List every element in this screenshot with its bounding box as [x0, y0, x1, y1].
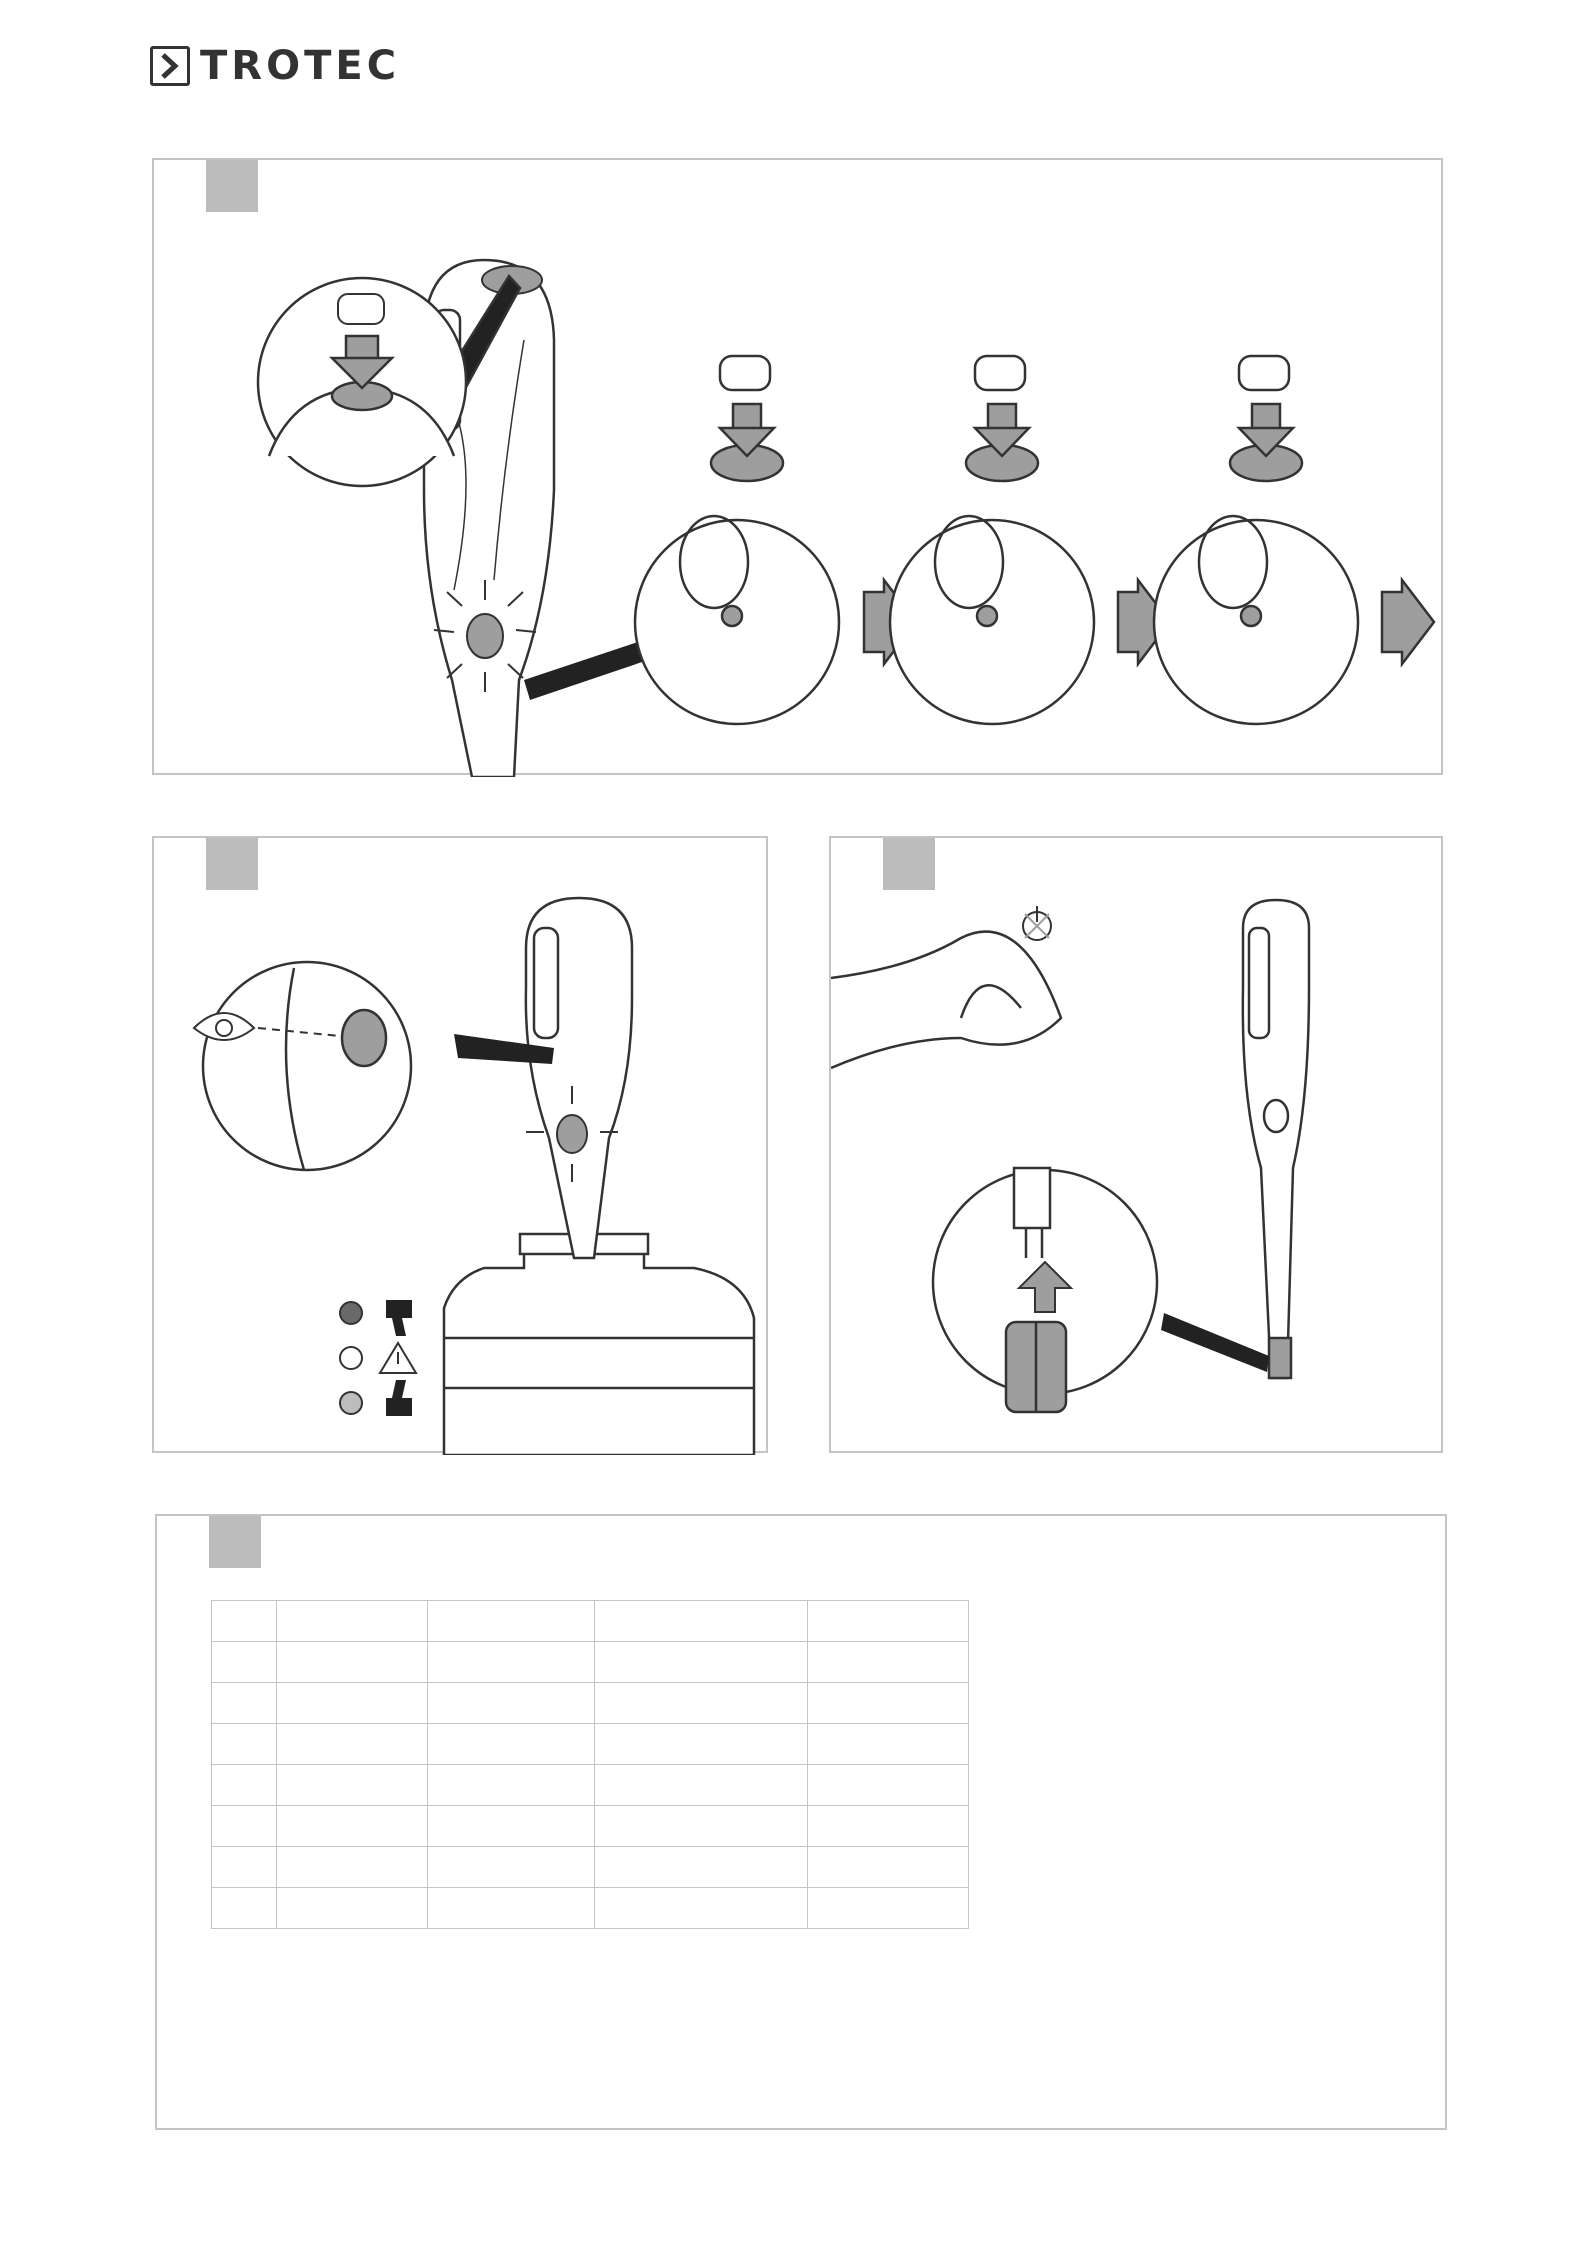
tester-device-icon	[1243, 900, 1309, 1378]
table-cell	[428, 1601, 595, 1642]
table-cell	[808, 1806, 969, 1847]
table-cell	[428, 1724, 595, 1765]
table-row	[212, 1847, 969, 1888]
table-cell	[808, 1642, 969, 1683]
panel-read-result	[152, 836, 768, 1453]
table-cell	[428, 1847, 595, 1888]
table-cell	[808, 1724, 969, 1765]
table-cell	[277, 1847, 428, 1888]
status-led-red-icon	[340, 1302, 362, 1324]
cloth-wipe-icon	[831, 932, 1061, 1068]
table-cell	[277, 1683, 428, 1724]
battery-icon	[1006, 1322, 1066, 1412]
table-row	[212, 1683, 969, 1724]
table-cell	[212, 1888, 277, 1929]
table-cell	[428, 1888, 595, 1929]
zoom-led-view	[203, 962, 411, 1170]
panel-table	[155, 1514, 1447, 2130]
table-cell	[212, 1642, 277, 1683]
thumbs-up-icon	[386, 1380, 412, 1416]
panel-maintenance	[829, 836, 1443, 1453]
status-led-green-icon	[340, 1392, 362, 1414]
table-cell	[212, 1806, 277, 1847]
step-circle-3	[1154, 356, 1434, 724]
table-cell	[277, 1888, 428, 1929]
table-row	[212, 1888, 969, 1929]
table-cell	[808, 1847, 969, 1888]
test-sequence-illustration	[154, 160, 1445, 777]
table-cell	[428, 1806, 595, 1847]
table-cell	[808, 1601, 969, 1642]
maintenance-illustration	[831, 838, 1445, 1455]
table-cell	[428, 1642, 595, 1683]
table-cell	[212, 1847, 277, 1888]
table-cell	[808, 1683, 969, 1724]
finger-press-icon	[338, 294, 384, 324]
table-cell	[595, 1888, 808, 1929]
table-cell	[595, 1724, 808, 1765]
thumbs-down-icon	[386, 1300, 412, 1336]
table-row	[212, 1601, 969, 1642]
read-result-illustration	[154, 838, 770, 1455]
power-off-icon	[1023, 906, 1051, 940]
tester-device-icon	[526, 898, 632, 1258]
table-cell	[595, 1765, 808, 1806]
table-cell	[212, 1765, 277, 1806]
table-cell	[277, 1601, 428, 1642]
table-row	[212, 1765, 969, 1806]
status-led-white-icon	[340, 1347, 362, 1369]
table-cell	[428, 1683, 595, 1724]
table-cell	[428, 1765, 595, 1806]
fluid-container-icon	[444, 1234, 754, 1455]
table-cell	[595, 1601, 808, 1642]
table-cell	[212, 1601, 277, 1642]
table-cell	[595, 1847, 808, 1888]
table-cell	[277, 1642, 428, 1683]
logo-chevron-icon	[150, 46, 190, 86]
table-cell	[277, 1724, 428, 1765]
logo-text: TROTEC	[200, 43, 401, 89]
table-cell	[808, 1765, 969, 1806]
zoom-connector	[1161, 1313, 1269, 1372]
data-table	[211, 1600, 969, 1929]
panel-test-sequence	[152, 158, 1443, 775]
step-circle-2	[890, 356, 1170, 724]
table-cell	[595, 1683, 808, 1724]
table-cell	[595, 1806, 808, 1847]
step-badge	[209, 1516, 261, 1568]
table-cell	[808, 1888, 969, 1929]
table-row	[212, 1806, 969, 1847]
step-circle-1	[635, 356, 916, 724]
table-cell	[277, 1765, 428, 1806]
table-cell	[212, 1724, 277, 1765]
table-row	[212, 1642, 969, 1683]
zoom-connector	[524, 640, 648, 700]
table-cell	[277, 1806, 428, 1847]
table-cell	[212, 1683, 277, 1724]
table-cell	[595, 1642, 808, 1683]
brand-logo	[150, 44, 400, 88]
table-row	[212, 1724, 969, 1765]
